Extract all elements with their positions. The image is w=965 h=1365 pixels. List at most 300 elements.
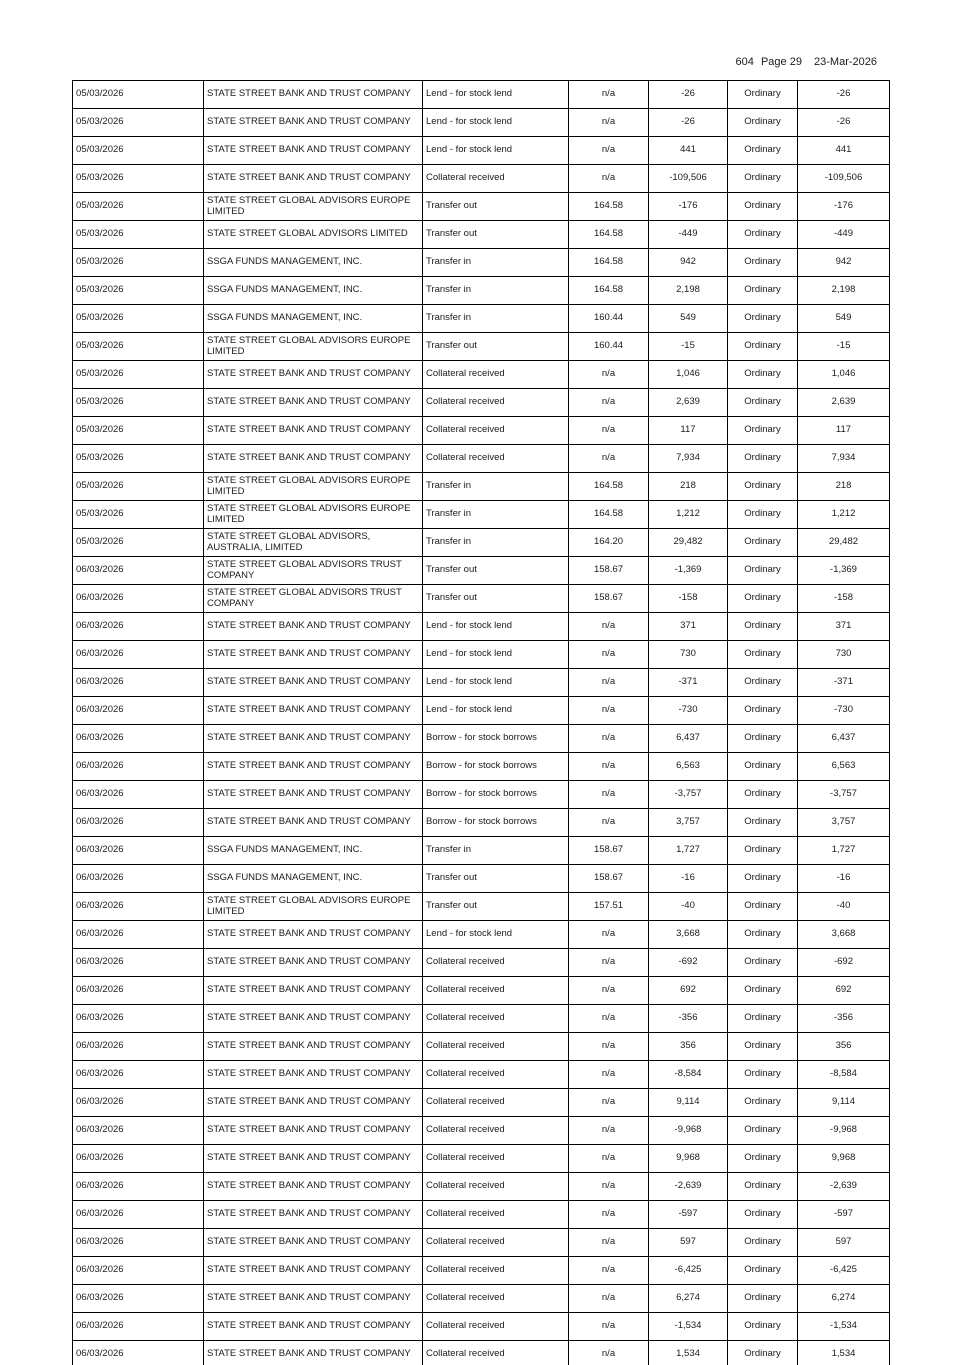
transaction-type-cell: Transfer out xyxy=(423,221,569,249)
quantity-cell: -26 xyxy=(649,81,728,109)
security-class-cell: Ordinary xyxy=(728,501,798,529)
entity-cell: STATE STREET GLOBAL ADVISORS EUROPE LIMITED xyxy=(204,333,423,361)
entity-cell: STATE STREET BANK AND TRUST COMPANY xyxy=(204,137,423,165)
table-row xyxy=(73,669,890,697)
transaction-type-cell: Collateral received xyxy=(423,361,569,389)
transaction-type-cell: Collateral received xyxy=(423,445,569,473)
page-number: Page 29 xyxy=(760,56,802,68)
date-cell: 06/03/2026 xyxy=(73,1201,204,1229)
transaction-type-cell: Lend - for stock lend xyxy=(423,613,569,641)
price-cell: 164.58 xyxy=(569,473,649,501)
transaction-type-cell: Transfer out xyxy=(423,865,569,893)
quantity-affected-cell: -9,968 xyxy=(798,1117,890,1145)
entity-cell: STATE STREET BANK AND TRUST COMPANY xyxy=(204,809,423,837)
transaction-type-cell: Collateral received xyxy=(423,165,569,193)
table-row xyxy=(73,641,890,669)
security-class-cell: Ordinary xyxy=(728,1285,798,1313)
quantity-affected-cell: -176 xyxy=(798,193,890,221)
price-cell: 158.67 xyxy=(569,585,649,613)
quantity-affected-cell: 29,482 xyxy=(798,529,890,557)
quantity-cell: -371 xyxy=(649,669,728,697)
report-date: 23-Mar-2026 xyxy=(814,56,877,68)
quantity-affected-cell: 9,114 xyxy=(798,1089,890,1117)
date-cell: 06/03/2026 xyxy=(73,1061,204,1089)
table-row xyxy=(73,949,890,977)
date-cell: 06/03/2026 xyxy=(73,725,204,753)
quantity-cell: -9,968 xyxy=(649,1117,728,1145)
entity-cell: SSGA FUNDS MANAGEMENT, INC. xyxy=(204,305,423,333)
entity-cell: STATE STREET BANK AND TRUST COMPANY xyxy=(204,1005,423,1033)
table-row xyxy=(73,193,890,221)
entity-cell: STATE STREET GLOBAL ADVISORS, AUSTRALIA, LIMITED xyxy=(204,529,423,557)
table-row xyxy=(73,1341,890,1365)
security-class-cell: Ordinary xyxy=(728,557,798,585)
table-row xyxy=(73,1061,890,1089)
entity-cell: STATE STREET GLOBAL ADVISORS TRUST COMPANY xyxy=(204,557,423,585)
transactions-table-body xyxy=(73,81,890,1365)
quantity-affected-cell: 1,534 xyxy=(798,1341,890,1365)
security-class-cell: Ordinary xyxy=(728,753,798,781)
quantity-affected-cell: -1,534 xyxy=(798,1313,890,1341)
form-number: 604 xyxy=(735,56,754,68)
quantity-cell: 1,534 xyxy=(649,1341,728,1365)
entity-cell: STATE STREET BANK AND TRUST COMPANY xyxy=(204,1145,423,1173)
entity-cell: STATE STREET BANK AND TRUST COMPANY xyxy=(204,753,423,781)
transaction-type-cell: Transfer out xyxy=(423,557,569,585)
quantity-affected-cell: 692 xyxy=(798,977,890,1005)
transaction-type-cell: Collateral received xyxy=(423,1341,569,1365)
quantity-affected-cell: 218 xyxy=(798,473,890,501)
date-cell: 06/03/2026 xyxy=(73,781,204,809)
date-cell: 06/03/2026 xyxy=(73,837,204,865)
quantity-cell: 9,114 xyxy=(649,1089,728,1117)
security-class-cell: Ordinary xyxy=(728,1061,798,1089)
quantity-affected-cell: 441 xyxy=(798,137,890,165)
quantity-cell: -40 xyxy=(649,893,728,921)
entity-cell: STATE STREET BANK AND TRUST COMPANY xyxy=(204,1173,423,1201)
quantity-affected-cell: -692 xyxy=(798,949,890,977)
entity-cell: STATE STREET BANK AND TRUST COMPANY xyxy=(204,781,423,809)
quantity-cell: -3,757 xyxy=(649,781,728,809)
security-class-cell: Ordinary xyxy=(728,1201,798,1229)
quantity-cell: 356 xyxy=(649,1033,728,1061)
price-cell: n/a xyxy=(569,977,649,1005)
date-cell: 05/03/2026 xyxy=(73,221,204,249)
table-row xyxy=(73,305,890,333)
price-cell: n/a xyxy=(569,1201,649,1229)
security-class-cell: Ordinary xyxy=(728,277,798,305)
price-cell: n/a xyxy=(569,809,649,837)
price-cell: 157.51 xyxy=(569,893,649,921)
date-cell: 05/03/2026 xyxy=(73,333,204,361)
transaction-type-cell: Lend - for stock lend xyxy=(423,81,569,109)
quantity-cell: 1,046 xyxy=(649,361,728,389)
transaction-type-cell: Transfer in xyxy=(423,249,569,277)
date-cell: 06/03/2026 xyxy=(73,1005,204,1033)
quantity-cell: -26 xyxy=(649,109,728,137)
date-cell: 06/03/2026 xyxy=(73,697,204,725)
entity-cell: STATE STREET GLOBAL ADVISORS EUROPE LIMITED xyxy=(204,473,423,501)
entity-cell: STATE STREET GLOBAL ADVISORS TRUST COMPANY xyxy=(204,585,423,613)
quantity-affected-cell: -40 xyxy=(798,893,890,921)
page-header xyxy=(736,56,877,69)
entity-cell: STATE STREET BANK AND TRUST COMPANY xyxy=(204,1033,423,1061)
table-row xyxy=(73,1313,890,1341)
quantity-cell: -15 xyxy=(649,333,728,361)
quantity-cell: -356 xyxy=(649,1005,728,1033)
security-class-cell: Ordinary xyxy=(728,1313,798,1341)
security-class-cell: Ordinary xyxy=(728,613,798,641)
price-cell: n/a xyxy=(569,697,649,725)
quantity-cell: 6,563 xyxy=(649,753,728,781)
transaction-type-cell: Collateral received xyxy=(423,1229,569,1257)
entity-cell: STATE STREET BANK AND TRUST COMPANY xyxy=(204,641,423,669)
quantity-cell: -449 xyxy=(649,221,728,249)
transaction-type-cell: Collateral received xyxy=(423,1313,569,1341)
entity-cell: STATE STREET BANK AND TRUST COMPANY xyxy=(204,1285,423,1313)
entity-cell: STATE STREET BANK AND TRUST COMPANY xyxy=(204,613,423,641)
price-cell: n/a xyxy=(569,1061,649,1089)
security-class-cell: Ordinary xyxy=(728,949,798,977)
quantity-cell: 6,274 xyxy=(649,1285,728,1313)
security-class-cell: Ordinary xyxy=(728,865,798,893)
date-cell: 06/03/2026 xyxy=(73,1117,204,1145)
price-cell: n/a xyxy=(569,1089,649,1117)
security-class-cell: Ordinary xyxy=(728,333,798,361)
quantity-affected-cell: -16 xyxy=(798,865,890,893)
entity-cell: STATE STREET GLOBAL ADVISORS LIMITED xyxy=(204,221,423,249)
quantity-cell: -1,534 xyxy=(649,1313,728,1341)
entity-cell: SSGA FUNDS MANAGEMENT, INC. xyxy=(204,837,423,865)
date-cell: 06/03/2026 xyxy=(73,1313,204,1341)
price-cell: n/a xyxy=(569,389,649,417)
date-cell: 05/03/2026 xyxy=(73,137,204,165)
table-row xyxy=(73,753,890,781)
security-class-cell: Ordinary xyxy=(728,669,798,697)
transaction-type-cell: Borrow - for stock borrows xyxy=(423,753,569,781)
quantity-affected-cell: 1,212 xyxy=(798,501,890,529)
quantity-cell: 218 xyxy=(649,473,728,501)
quantity-affected-cell: 2,639 xyxy=(798,389,890,417)
security-class-cell: Ordinary xyxy=(728,781,798,809)
quantity-cell: -730 xyxy=(649,697,728,725)
entity-cell: STATE STREET BANK AND TRUST COMPANY xyxy=(204,445,423,473)
price-cell: 158.67 xyxy=(569,837,649,865)
table-row xyxy=(73,585,890,613)
quantity-cell: -2,639 xyxy=(649,1173,728,1201)
quantity-affected-cell: -449 xyxy=(798,221,890,249)
table-row xyxy=(73,277,890,305)
quantity-cell: 1,727 xyxy=(649,837,728,865)
price-cell: n/a xyxy=(569,445,649,473)
price-cell: 160.44 xyxy=(569,305,649,333)
transaction-type-cell: Transfer out xyxy=(423,333,569,361)
quantity-cell: 692 xyxy=(649,977,728,1005)
quantity-affected-cell: 6,437 xyxy=(798,725,890,753)
transaction-type-cell: Transfer in xyxy=(423,501,569,529)
date-cell: 06/03/2026 xyxy=(73,1089,204,1117)
table-row xyxy=(73,977,890,1005)
table-row xyxy=(73,865,890,893)
date-cell: 06/03/2026 xyxy=(73,977,204,1005)
security-class-cell: Ordinary xyxy=(728,1005,798,1033)
quantity-cell: -158 xyxy=(649,585,728,613)
transaction-type-cell: Transfer out xyxy=(423,893,569,921)
transaction-type-cell: Collateral received xyxy=(423,1173,569,1201)
table-row xyxy=(73,809,890,837)
price-cell: n/a xyxy=(569,165,649,193)
table-row xyxy=(73,1257,890,1285)
date-cell: 05/03/2026 xyxy=(73,165,204,193)
date-cell: 06/03/2026 xyxy=(73,865,204,893)
date-cell: 05/03/2026 xyxy=(73,501,204,529)
transaction-type-cell: Borrow - for stock borrows xyxy=(423,781,569,809)
price-cell: n/a xyxy=(569,1257,649,1285)
price-cell: 158.67 xyxy=(569,865,649,893)
transactions-table xyxy=(72,80,890,1365)
price-cell: n/a xyxy=(569,81,649,109)
entity-cell: STATE STREET BANK AND TRUST COMPANY xyxy=(204,1229,423,1257)
quantity-cell: 29,482 xyxy=(649,529,728,557)
table-row xyxy=(73,921,890,949)
quantity-affected-cell: 371 xyxy=(798,613,890,641)
date-cell: 06/03/2026 xyxy=(73,669,204,697)
date-cell: 05/03/2026 xyxy=(73,81,204,109)
date-cell: 06/03/2026 xyxy=(73,893,204,921)
price-cell: 160.44 xyxy=(569,333,649,361)
quantity-affected-cell: 3,757 xyxy=(798,809,890,837)
entity-cell: STATE STREET BANK AND TRUST COMPANY xyxy=(204,1341,423,1365)
quantity-cell: -109,506 xyxy=(649,165,728,193)
security-class-cell: Ordinary xyxy=(728,473,798,501)
price-cell: n/a xyxy=(569,1341,649,1365)
quantity-affected-cell: -356 xyxy=(798,1005,890,1033)
table-row xyxy=(73,557,890,585)
table-row xyxy=(73,389,890,417)
quantity-cell: 2,639 xyxy=(649,389,728,417)
quantity-affected-cell: 1,046 xyxy=(798,361,890,389)
quantity-cell: 3,668 xyxy=(649,921,728,949)
table-row xyxy=(73,109,890,137)
transaction-type-cell: Transfer in xyxy=(423,837,569,865)
transaction-type-cell: Lend - for stock lend xyxy=(423,109,569,137)
price-cell: n/a xyxy=(569,1005,649,1033)
date-cell: 05/03/2026 xyxy=(73,445,204,473)
security-class-cell: Ordinary xyxy=(728,389,798,417)
date-cell: 06/03/2026 xyxy=(73,1229,204,1257)
entity-cell: STATE STREET BANK AND TRUST COMPANY xyxy=(204,389,423,417)
quantity-affected-cell: -371 xyxy=(798,669,890,697)
date-cell: 06/03/2026 xyxy=(73,949,204,977)
table-row xyxy=(73,333,890,361)
transaction-type-cell: Lend - for stock lend xyxy=(423,137,569,165)
price-cell: n/a xyxy=(569,1117,649,1145)
transaction-type-cell: Lend - for stock lend xyxy=(423,641,569,669)
entity-cell: STATE STREET BANK AND TRUST COMPANY xyxy=(204,1117,423,1145)
quantity-cell: 549 xyxy=(649,305,728,333)
price-cell: n/a xyxy=(569,1313,649,1341)
security-class-cell: Ordinary xyxy=(728,361,798,389)
table-row xyxy=(73,1201,890,1229)
security-class-cell: Ordinary xyxy=(728,529,798,557)
date-cell: 05/03/2026 xyxy=(73,249,204,277)
security-class-cell: Ordinary xyxy=(728,837,798,865)
quantity-affected-cell: 597 xyxy=(798,1229,890,1257)
table-row xyxy=(73,137,890,165)
entity-cell: STATE STREET GLOBAL ADVISORS EUROPE LIMITED xyxy=(204,193,423,221)
security-class-cell: Ordinary xyxy=(728,1033,798,1061)
quantity-affected-cell: 2,198 xyxy=(798,277,890,305)
transaction-type-cell: Collateral received xyxy=(423,1285,569,1313)
transaction-type-cell: Collateral received xyxy=(423,389,569,417)
table-row xyxy=(73,81,890,109)
transaction-type-cell: Collateral received xyxy=(423,1005,569,1033)
quantity-affected-cell: -8,584 xyxy=(798,1061,890,1089)
price-cell: n/a xyxy=(569,1033,649,1061)
quantity-cell: -6,425 xyxy=(649,1257,728,1285)
date-cell: 06/03/2026 xyxy=(73,1173,204,1201)
transaction-type-cell: Transfer in xyxy=(423,277,569,305)
security-class-cell: Ordinary xyxy=(728,893,798,921)
date-cell: 06/03/2026 xyxy=(73,613,204,641)
security-class-cell: Ordinary xyxy=(728,1257,798,1285)
table-row xyxy=(73,1173,890,1201)
table-row xyxy=(73,697,890,725)
transaction-type-cell: Collateral received xyxy=(423,1145,569,1173)
security-class-cell: Ordinary xyxy=(728,193,798,221)
quantity-affected-cell: -2,639 xyxy=(798,1173,890,1201)
quantity-cell: -176 xyxy=(649,193,728,221)
entity-cell: STATE STREET GLOBAL ADVISORS EUROPE LIMITED xyxy=(204,501,423,529)
date-cell: 05/03/2026 xyxy=(73,277,204,305)
transaction-type-cell: Collateral received xyxy=(423,977,569,1005)
quantity-affected-cell: -15 xyxy=(798,333,890,361)
date-cell: 06/03/2026 xyxy=(73,809,204,837)
entity-cell: STATE STREET BANK AND TRUST COMPANY xyxy=(204,977,423,1005)
date-cell: 05/03/2026 xyxy=(73,529,204,557)
date-cell: 06/03/2026 xyxy=(73,585,204,613)
quantity-cell: 597 xyxy=(649,1229,728,1257)
quantity-affected-cell: 117 xyxy=(798,417,890,445)
quantity-cell: 7,934 xyxy=(649,445,728,473)
price-cell: n/a xyxy=(569,361,649,389)
price-cell: 164.58 xyxy=(569,221,649,249)
security-class-cell: Ordinary xyxy=(728,585,798,613)
quantity-cell: 2,198 xyxy=(649,277,728,305)
table-row xyxy=(73,1285,890,1313)
price-cell: 164.58 xyxy=(569,277,649,305)
quantity-affected-cell: -158 xyxy=(798,585,890,613)
security-class-cell: Ordinary xyxy=(728,109,798,137)
price-cell: 164.58 xyxy=(569,249,649,277)
price-cell: n/a xyxy=(569,669,649,697)
transaction-type-cell: Collateral received xyxy=(423,1257,569,1285)
entity-cell: STATE STREET BANK AND TRUST COMPANY xyxy=(204,725,423,753)
table-row xyxy=(73,781,890,809)
transaction-type-cell: Collateral received xyxy=(423,417,569,445)
table-row xyxy=(73,613,890,641)
date-cell: 06/03/2026 xyxy=(73,753,204,781)
quantity-cell: 117 xyxy=(649,417,728,445)
entity-cell: STATE STREET BANK AND TRUST COMPANY xyxy=(204,1313,423,1341)
price-cell: n/a xyxy=(569,417,649,445)
price-cell: n/a xyxy=(569,1173,649,1201)
security-class-cell: Ordinary xyxy=(728,921,798,949)
table-row xyxy=(73,165,890,193)
date-cell: 05/03/2026 xyxy=(73,109,204,137)
date-cell: 06/03/2026 xyxy=(73,1033,204,1061)
security-class-cell: Ordinary xyxy=(728,1117,798,1145)
entity-cell: STATE STREET BANK AND TRUST COMPANY xyxy=(204,697,423,725)
price-cell: 164.58 xyxy=(569,501,649,529)
transaction-type-cell: Lend - for stock lend xyxy=(423,669,569,697)
quantity-cell: 371 xyxy=(649,613,728,641)
price-cell: n/a xyxy=(569,1229,649,1257)
quantity-affected-cell: -6,425 xyxy=(798,1257,890,1285)
price-cell: 158.67 xyxy=(569,557,649,585)
quantity-cell: -16 xyxy=(649,865,728,893)
quantity-cell: -597 xyxy=(649,1201,728,1229)
table-row xyxy=(73,1089,890,1117)
date-cell: 05/03/2026 xyxy=(73,389,204,417)
quantity-affected-cell: 6,563 xyxy=(798,753,890,781)
date-cell: 06/03/2026 xyxy=(73,641,204,669)
table-row xyxy=(73,1145,890,1173)
entity-cell: STATE STREET BANK AND TRUST COMPANY xyxy=(204,669,423,697)
price-cell: n/a xyxy=(569,641,649,669)
date-cell: 06/03/2026 xyxy=(73,557,204,585)
quantity-affected-cell: 356 xyxy=(798,1033,890,1061)
entity-cell: STATE STREET BANK AND TRUST COMPANY xyxy=(204,417,423,445)
quantity-affected-cell: 549 xyxy=(798,305,890,333)
entity-cell: STATE STREET BANK AND TRUST COMPANY xyxy=(204,361,423,389)
quantity-cell: -1,369 xyxy=(649,557,728,585)
transaction-type-cell: Collateral received xyxy=(423,1061,569,1089)
table-row xyxy=(73,473,890,501)
entity-cell: STATE STREET BANK AND TRUST COMPANY xyxy=(204,1257,423,1285)
price-cell: n/a xyxy=(569,781,649,809)
security-class-cell: Ordinary xyxy=(728,697,798,725)
transaction-type-cell: Borrow - for stock borrows xyxy=(423,725,569,753)
date-cell: 05/03/2026 xyxy=(73,193,204,221)
entity-cell: SSGA FUNDS MANAGEMENT, INC. xyxy=(204,249,423,277)
table-row xyxy=(73,529,890,557)
quantity-cell: 441 xyxy=(649,137,728,165)
table-row xyxy=(73,1229,890,1257)
transaction-type-cell: Collateral received xyxy=(423,1201,569,1229)
transaction-type-cell: Collateral received xyxy=(423,949,569,977)
entity-cell: SSGA FUNDS MANAGEMENT, INC. xyxy=(204,865,423,893)
date-cell: 06/03/2026 xyxy=(73,1145,204,1173)
price-cell: n/a xyxy=(569,109,649,137)
security-class-cell: Ordinary xyxy=(728,1341,798,1365)
table-row xyxy=(73,837,890,865)
table-row xyxy=(73,221,890,249)
security-class-cell: Ordinary xyxy=(728,1173,798,1201)
security-class-cell: Ordinary xyxy=(728,305,798,333)
security-class-cell: Ordinary xyxy=(728,1089,798,1117)
transaction-type-cell: Lend - for stock lend xyxy=(423,697,569,725)
entity-cell: STATE STREET BANK AND TRUST COMPANY xyxy=(204,949,423,977)
security-class-cell: Ordinary xyxy=(728,81,798,109)
quantity-affected-cell: -1,369 xyxy=(798,557,890,585)
table-row xyxy=(73,1005,890,1033)
price-cell: n/a xyxy=(569,613,649,641)
date-cell: 06/03/2026 xyxy=(73,1341,204,1365)
security-class-cell: Ordinary xyxy=(728,977,798,1005)
transaction-type-cell: Lend - for stock lend xyxy=(423,921,569,949)
entity-cell: STATE STREET BANK AND TRUST COMPANY xyxy=(204,109,423,137)
